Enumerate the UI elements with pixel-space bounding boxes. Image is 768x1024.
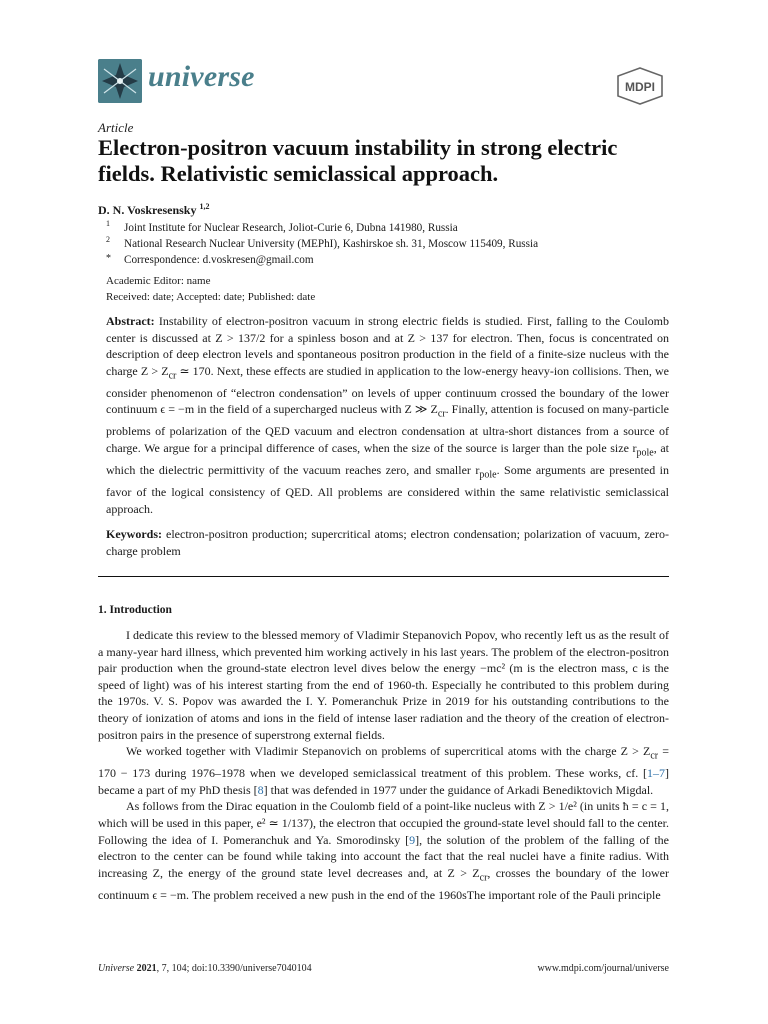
footer-citation-rest: , 7, 104; doi:10.3390/universe7040104 xyxy=(156,963,312,974)
footer-year: 2021 xyxy=(136,963,157,974)
author-line xyxy=(98,202,209,218)
abstract-text-4: , at which the dielectric permittivity of the vacuum reaches zero, and smaller r xyxy=(106,440,669,477)
subscript-cr: cr xyxy=(168,370,177,382)
correspondence-marker: * xyxy=(106,253,111,264)
mdpi-logo-icon xyxy=(612,66,668,106)
paragraph-3 xyxy=(98,798,669,903)
academic-editor: Academic Editor: name xyxy=(106,275,211,287)
keywords xyxy=(106,526,669,559)
author-name: D. N. Voskresensky xyxy=(98,203,197,217)
citation-link[interactable]: 9 xyxy=(409,832,416,847)
universe-journal-logo-icon xyxy=(98,59,142,103)
abstract-text-5: . Some arguments are presented in favor of the logical consistency of QED. All problems are considered within the same relativistic semiclassical approach. xyxy=(106,462,669,516)
subscript-cr: cr xyxy=(437,408,446,420)
subscript-pole: pole xyxy=(479,469,497,481)
affiliation-text: Joint Institute for Nuclear Research, Joliot-Curie 6, Dubna 141980, Russia xyxy=(124,222,458,234)
affiliation-number: 1 xyxy=(106,219,110,228)
title-line-1: Electron-positron vacuum instability in strong electric xyxy=(98,135,618,160)
abstract xyxy=(106,313,669,517)
publisher-logo-text: MDPI xyxy=(625,80,655,94)
abstract-text-2: ≃ 170. Next, these effects are studied in application to the low-energy heavy-ion collisions. Then, we consider phenomenon of “electron condensation” on levels of upper continuum crossed the boundary of the lower continuum ϵ = −m in the field of a supercharged nucleus with Z ≫ Z xyxy=(106,363,670,417)
introduction-body xyxy=(98,627,669,903)
paragraph-2-text: ] became a part of my PhD thesis [ xyxy=(98,766,669,797)
keywords-text: electron-positron production; supercritical atoms; electron condensation; polarization of vacuum, zero-charge problem xyxy=(106,527,669,558)
article-type-label: Article xyxy=(98,120,134,135)
author-affiliation-sup: 1,2 xyxy=(199,202,210,211)
title-line-2: fields. Relativistic semiclassical approach. xyxy=(98,161,499,186)
paragraph-1: I dedicate this review to the blessed memory of Vladimir Stepanovich Popov, who recently left us as the result of a many-year hard illness, which prevented him working actively in his last years. The problem of the electron-positron pair production when the ground-state electron level dives below the energy −mc² (m is the electron mass, c is the speed of light) was of his interest starting from the end of 1960-th. Especially he contributed to this problem during the 1970s. V. S. Popov was awarded the I. Y. Pomeranchuk Prize in 2019 for his outstanding contributions to the theory of ionization of atoms and ions in the field of intense laser radiation and the theory of the creation of electron-positron pairs in the presence of superstrong external fields. xyxy=(98,628,669,742)
abstract-label: Abstract: xyxy=(106,314,155,328)
journal-name: universe xyxy=(148,60,255,93)
section-divider xyxy=(98,576,669,577)
subscript-pole: pole xyxy=(636,447,654,459)
footer-journal: Universe xyxy=(98,963,135,974)
keywords-label: Keywords: xyxy=(106,527,162,541)
citation-link[interactable]: 8 xyxy=(257,782,264,797)
affiliation-number: 2 xyxy=(106,235,110,244)
paragraph-2-text: We worked together with Vladimir Stepanovich on problems of supercritical atoms with the charge Z > Z xyxy=(126,744,651,759)
correspondence-email: Correspondence: d.voskresen@gmail.com xyxy=(124,254,314,266)
footer-url[interactable]: www.mdpi.com/journal/universe xyxy=(537,963,669,974)
abstract-text-1: Instability of electron-positron vacuum in strong electric fields is studied. First, falling to the Coulomb center is discussed at Z > 137/2 for a spinless boson and at Z > 137 for electron. Then, focus is concentrated on description of deep electron levels and spontaneous positron production in the field of a finite-size nucleus with the charge Z > Z xyxy=(106,314,669,378)
paragraph-2-text: = 170 − 173 during 1976–1978 when we developed semiclassical treatment of this problem. These works, cf. [ xyxy=(98,744,669,781)
paragraph-3-text: , crosses the boundary of the lower continuum ϵ = −m. The problem received a new push in the end of the 1960sThe important role of the Pauli principle xyxy=(98,865,669,902)
article-title xyxy=(98,135,688,187)
paragraph-2-text: ] that was defended in 1977 under the guidance of Arkadi Benediktovich Migdal. xyxy=(263,782,654,797)
paragraph-3-text: ], the solution of the problem of the falling of the electron to the center can be found while taking into account the fact that the real nuclei have a finite radius. With increasing Z, the energy of the ground state level decreases and, at Z > Z xyxy=(98,832,669,880)
footer-citation xyxy=(98,963,312,974)
section-heading: 1. Introduction xyxy=(98,604,172,616)
subscript-cr: cr xyxy=(650,750,659,762)
publication-dates: Received: date; Accepted: date; Published: date xyxy=(106,291,316,303)
subscript-cr: cr xyxy=(479,872,488,884)
paragraph-3-text: As follows from the Dirac equation in the Coulomb field of a point-like nucleus with Z > 1/e² (in units ħ = c = 1, which will be used in this paper, e² ≃ 1/137), the electron that occupied the ground-state level should fall to the center. Following the idea of I. Pomeranchuk and Ya. Smorodinsky [ xyxy=(98,799,669,847)
abstract-text-3: . Finally, attention is focused on many-particle problems of polarization of the QED vacuum and electron condensation at ultra-short distances from a source of charge. We argue for a principal difference of cases, when the size of the source is larger than the pole size r xyxy=(106,402,669,455)
paragraph-2 xyxy=(98,743,669,798)
affiliation-text: National Research Nuclear University (MEPhI), Kashirskoe sh. 31, Moscow 115409, Russia xyxy=(124,238,539,250)
citation-link[interactable]: 1–7 xyxy=(647,766,665,781)
